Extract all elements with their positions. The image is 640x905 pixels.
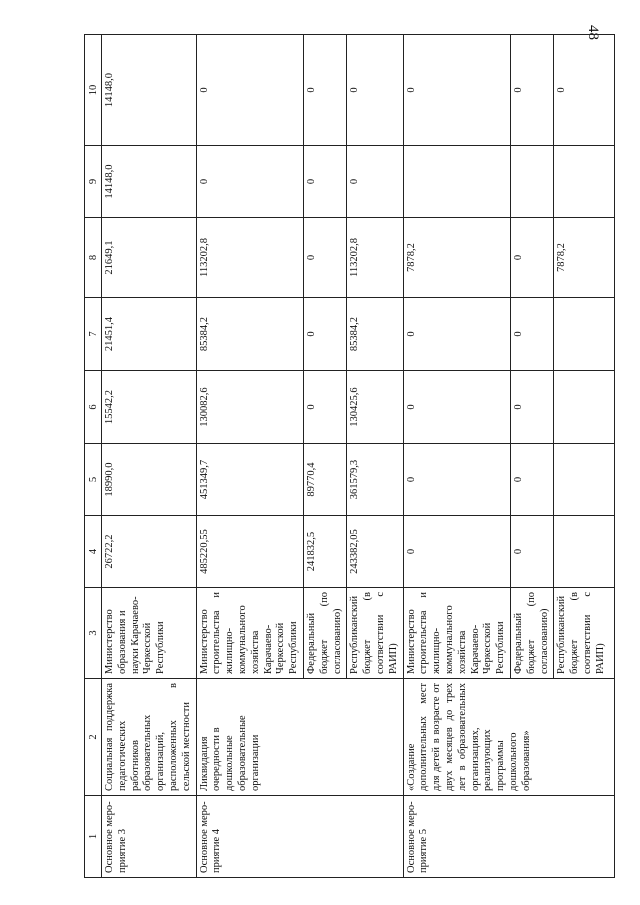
value-cell xyxy=(510,146,553,218)
value-cell: 7878,2 xyxy=(403,218,510,298)
executor-cell: Республиканский бюджет (в соответствии с РАИП) xyxy=(554,588,615,679)
value-cell: 85384,2 xyxy=(347,298,403,371)
value-cell: 7878,2 xyxy=(554,218,615,298)
value-cell: 361579,3 xyxy=(347,444,403,516)
value-cell: 113202,8 xyxy=(196,218,303,298)
executor-cell: Федеральный бюджет (по согласованию) xyxy=(510,588,553,679)
value-cell: 14148,0 xyxy=(102,35,197,146)
value-cell: 21649,1 xyxy=(102,218,197,298)
value-cell: 89770,4 xyxy=(303,444,346,516)
column-header: 5 xyxy=(85,444,102,516)
executor-cell: Министерство строительства и жилищно-коммунального хозяйства Карачаево-Черкесской Республики xyxy=(403,588,510,679)
activity-cell: Основное меро-приятие 5 xyxy=(403,796,615,878)
value-cell: 130082,6 xyxy=(196,371,303,444)
activity-cell: Основное меро-приятие 4 xyxy=(196,796,403,878)
value-cell: 0 xyxy=(510,218,553,298)
value-cell: 0 xyxy=(347,35,403,146)
description-cell: «Создание дополнительных мест для детей в возрасте от двух месяцев до трех лет в образовательных организациях, реализующих программы дошкольного образования» xyxy=(403,679,615,796)
column-header: 6 xyxy=(85,371,102,444)
executor-cell: Министерство образования и науки Карачаево-Черкесской Республики xyxy=(102,588,197,679)
value-cell: 0 xyxy=(403,516,510,588)
page-number: 48 xyxy=(585,25,601,40)
value-cell: 0 xyxy=(196,146,303,218)
activity-cell: Основное меро-приятие 3 xyxy=(102,796,197,878)
value-cell: 0 xyxy=(303,35,346,146)
table-row xyxy=(403,35,510,878)
value-cell: 0 xyxy=(510,444,553,516)
value-cell xyxy=(554,516,615,588)
value-cell: 0 xyxy=(403,371,510,444)
value-cell: 14148,0 xyxy=(102,146,197,218)
column-header: 4 xyxy=(85,516,102,588)
value-cell xyxy=(403,146,510,218)
value-cell: 0 xyxy=(303,371,346,444)
column-header: 7 xyxy=(85,298,102,371)
value-cell: 0 xyxy=(403,444,510,516)
value-cell: 0 xyxy=(510,298,553,371)
value-cell: 18990,0 xyxy=(102,444,197,516)
column-header: 10 xyxy=(85,35,102,146)
value-cell: 0 xyxy=(303,218,346,298)
column-header: 1 xyxy=(85,796,102,878)
table-row xyxy=(102,35,197,878)
value-cell: 85384,2 xyxy=(196,298,303,371)
value-cell: 130425,6 xyxy=(347,371,403,444)
description-cell: Социальная поддержка педагогических работников образовательных организаций, расположенных в сельской местности xyxy=(102,679,197,796)
value-cell: 15542,2 xyxy=(102,371,197,444)
executor-cell: Республиканский бюджет (в соответствии с РАИП) xyxy=(347,588,403,679)
value-cell: 0 xyxy=(510,516,553,588)
value-cell: 243382,05 xyxy=(347,516,403,588)
value-cell: 26722,2 xyxy=(102,516,197,588)
value-cell: 21451,4 xyxy=(102,298,197,371)
value-cell: 0 xyxy=(347,146,403,218)
value-cell: 0 xyxy=(403,35,510,146)
value-cell xyxy=(554,371,615,444)
value-cell: 0 xyxy=(510,371,553,444)
value-cell: 0 xyxy=(303,298,346,371)
value-cell xyxy=(554,444,615,516)
value-cell xyxy=(554,298,615,371)
column-header: 8 xyxy=(85,218,102,298)
executor-cell: Федеральный бюджет (по согласованию) xyxy=(303,588,346,679)
header-row xyxy=(85,35,102,878)
value-cell: 0 xyxy=(196,35,303,146)
executor-cell: Министерство строительства и жилищно-коммунального хозяйства Карачаево-Черкесской Республики xyxy=(196,588,303,679)
value-cell: 451349,7 xyxy=(196,444,303,516)
value-cell: 485220,55 xyxy=(196,516,303,588)
value-cell: 113202,8 xyxy=(347,218,403,298)
rotated-page xyxy=(84,35,631,878)
column-header: 9 xyxy=(85,146,102,218)
value-cell: 0 xyxy=(554,35,615,146)
column-header: 2 xyxy=(85,679,102,796)
table-row xyxy=(196,35,303,878)
value-cell: 0 xyxy=(303,146,346,218)
description-cell: Ликвидация очередности в дошкольные образовательные организации xyxy=(196,679,403,796)
value-cell xyxy=(554,146,615,218)
value-cell: 241832,5 xyxy=(303,516,346,588)
value-cell: 0 xyxy=(403,298,510,371)
budget-table xyxy=(84,34,615,878)
column-header: 3 xyxy=(85,588,102,679)
value-cell: 0 xyxy=(510,35,553,146)
